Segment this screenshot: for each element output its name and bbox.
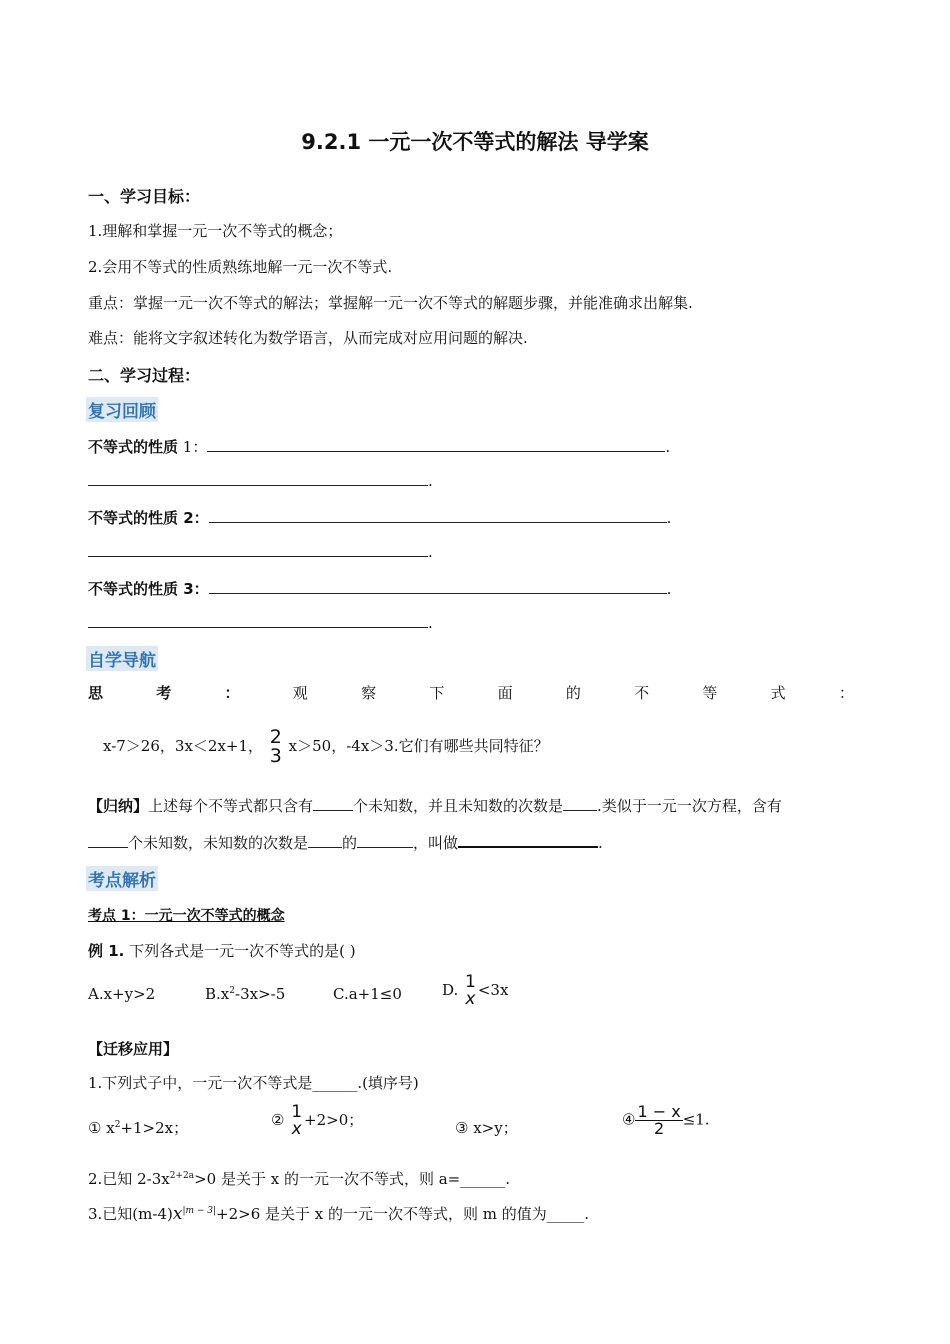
think-char: 的 bbox=[565, 684, 581, 702]
period: . bbox=[428, 472, 433, 490]
summary-blank-6[interactable] bbox=[458, 832, 598, 848]
property-1-row bbox=[88, 436, 670, 457]
period: . bbox=[598, 834, 603, 852]
fraction-numerator: 2 bbox=[269, 726, 282, 748]
property-3-blank-2[interactable] bbox=[88, 613, 428, 628]
difficult-point: 难点：能将文字叙述转化为数学语言，从而完成对应用问题的解决. bbox=[88, 329, 528, 347]
summary-label: 【归纳】 bbox=[88, 797, 149, 815]
inequalities-line bbox=[103, 728, 549, 766]
q1-o4-pre: ④ bbox=[622, 1110, 636, 1129]
goal-2: 2.会用不等式的性质熟练地解一元一次不等式. bbox=[88, 258, 393, 276]
fraction-denominator: 2 bbox=[653, 1119, 665, 1138]
period: . bbox=[428, 543, 433, 561]
fraction-numerator: 1 bbox=[291, 1102, 303, 1122]
option-d-pre: D. bbox=[442, 981, 464, 999]
section-heading-process: 二、学习过程： bbox=[88, 366, 201, 385]
think-char: 等 bbox=[702, 684, 718, 702]
review-tag: 复习回顾 bbox=[86, 397, 158, 422]
q3-pre: 3.已知(m-4) bbox=[88, 1205, 173, 1223]
q2-exponent: 2+2a bbox=[169, 1171, 195, 1181]
period: . bbox=[665, 438, 671, 456]
property-1-row2 bbox=[88, 471, 433, 490]
example-1-label: 例 1. bbox=[88, 942, 125, 960]
summary-line-1 bbox=[88, 795, 782, 816]
think-char: 下 bbox=[429, 684, 445, 702]
example-1-text: 下列各式是一元一次不等式的是( ) bbox=[124, 942, 356, 960]
q1-o4-fraction bbox=[635, 1104, 682, 1137]
period: . bbox=[428, 614, 433, 632]
inequalities-end: x＞50，-4x＞3.它们有哪些共同特征？ bbox=[288, 737, 549, 755]
option-c: C.a+1≤0 bbox=[333, 985, 402, 1003]
option-b bbox=[205, 985, 285, 1003]
think-char: 式 bbox=[770, 684, 786, 702]
summary-text: ，叫做 bbox=[413, 834, 459, 852]
q2-post: >0 是关于 x 的一元一次不等式，则 a=______. bbox=[194, 1170, 510, 1188]
transfer-heading: 【迁移应用】 bbox=[88, 1040, 179, 1058]
period: . bbox=[666, 509, 672, 527]
property-1-num: 1： bbox=[178, 438, 208, 456]
option-a: A.x+y>2 bbox=[88, 985, 156, 1003]
summary-text: 上述每个不等式都只含有 bbox=[148, 797, 314, 815]
q1-o4-post: ≤1. bbox=[682, 1110, 710, 1129]
think-char: 思 bbox=[88, 684, 104, 702]
property-3-blank[interactable] bbox=[209, 579, 667, 594]
summary-text: .类似于一元一次方程，含有 bbox=[597, 797, 782, 815]
property-3-row bbox=[88, 578, 671, 599]
summary-text: 个未知数，并且未知数的次数是 bbox=[353, 797, 564, 815]
summary-line-2 bbox=[88, 832, 603, 853]
point-1-heading: 考点 1：一元一次不等式的概念 bbox=[88, 908, 285, 924]
fraction-denominator: x bbox=[291, 1119, 302, 1139]
page-title: 9.2.1 一元一次不等式的解法 导学案 bbox=[301, 130, 649, 154]
think-char: 面 bbox=[497, 684, 513, 702]
think-char: ： bbox=[838, 684, 854, 702]
option-b-pre: B.x bbox=[205, 985, 230, 1003]
inequalities-start: x-7＞26，3x＜2x+1， bbox=[103, 737, 264, 755]
property-3-label: 不等式的性质 3： bbox=[88, 580, 209, 598]
option-b-post: -3x>-5 bbox=[235, 985, 286, 1003]
q1-o2-fraction bbox=[289, 1104, 304, 1138]
think-char: 不 bbox=[634, 684, 650, 702]
summary-text: 个未知数，未知数的次数是 bbox=[128, 834, 309, 852]
property-2-blank-2[interactable] bbox=[88, 542, 428, 557]
section-heading-goals: 一、学习目标： bbox=[88, 187, 201, 206]
period: . bbox=[666, 580, 672, 598]
think-line bbox=[88, 682, 854, 703]
fraction-denominator: x bbox=[465, 989, 476, 1009]
property-1-blank-2[interactable] bbox=[88, 471, 428, 486]
think-char: 观 bbox=[292, 684, 308, 702]
property-2-blank[interactable] bbox=[209, 508, 667, 523]
question-1-option-3: ③ x>y； bbox=[455, 1119, 518, 1137]
property-2-label: 不等式的性质 2： bbox=[88, 509, 209, 527]
q3-exponent: |m − 3| bbox=[182, 1206, 217, 1216]
summary-blank-5[interactable] bbox=[357, 833, 413, 848]
property-2-row2 bbox=[88, 542, 433, 561]
q1-o1-exponent: 2 bbox=[114, 1120, 121, 1130]
question-1-option-4 bbox=[622, 1104, 710, 1137]
summary-blank-4[interactable] bbox=[308, 833, 342, 848]
self-study-tag: 自学导航 bbox=[86, 646, 158, 671]
property-3-row2 bbox=[88, 613, 433, 632]
q3-post: +2>6 是关于 x 的一元一次不等式，则 m 的值为_____. bbox=[216, 1205, 590, 1223]
summary-text: 的 bbox=[342, 834, 358, 852]
option-b-exponent: 2 bbox=[229, 986, 235, 996]
property-1-label: 不等式的性质 bbox=[88, 438, 179, 456]
summary-blank-1[interactable] bbox=[313, 796, 353, 811]
analysis-tag: 考点解析 bbox=[86, 866, 158, 891]
question-1: 1.下列式子中，一元一次不等式是______.(填序号) bbox=[88, 1074, 419, 1092]
example-1 bbox=[88, 940, 356, 961]
option-d-post: <3x bbox=[477, 981, 509, 999]
question-2 bbox=[88, 1168, 510, 1189]
think-char: ： bbox=[224, 684, 240, 702]
summary-blank-3[interactable] bbox=[88, 833, 128, 848]
question-1-option-2 bbox=[271, 1104, 363, 1138]
fraction-denominator: 3 bbox=[269, 745, 282, 767]
goal-1: 1.理解和掌握一元一次不等式的概念； bbox=[88, 222, 343, 240]
fraction-numerator: 1 bbox=[465, 972, 476, 992]
q1-o2-post: +2>0； bbox=[304, 1111, 364, 1129]
property-1-blank[interactable] bbox=[207, 437, 665, 452]
property-2-row bbox=[88, 507, 671, 528]
fraction-numerator: 1 − x bbox=[637, 1102, 681, 1121]
think-char: 察 bbox=[361, 684, 377, 702]
q1-o1-pre: ① x bbox=[88, 1119, 115, 1137]
question-3 bbox=[88, 1203, 589, 1224]
q1-o2-pre: ② bbox=[271, 1111, 290, 1129]
q2-pre: 2.已知 2-3x bbox=[88, 1170, 170, 1188]
option-d-fraction bbox=[463, 974, 478, 1008]
key-point: 重点：掌握一元一次不等式的解法；掌握解一元一次不等式的解题步骤，并能准确求出解集. bbox=[88, 294, 693, 312]
q3-variable: x bbox=[172, 1204, 183, 1224]
question-1-option-1 bbox=[88, 1117, 188, 1138]
fraction-two-thirds bbox=[268, 728, 284, 766]
q1-o1-post: +1>2x； bbox=[120, 1119, 189, 1137]
summary-blank-2[interactable] bbox=[563, 796, 597, 811]
option-d bbox=[442, 974, 508, 1008]
think-char: 考 bbox=[156, 684, 172, 702]
